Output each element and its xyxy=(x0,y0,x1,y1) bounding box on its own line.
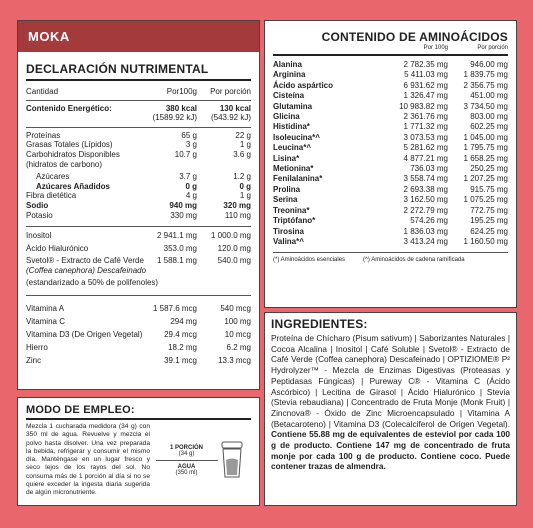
amino-row xyxy=(273,81,508,91)
table-row xyxy=(26,140,251,150)
table-cell: 0 g xyxy=(185,181,197,191)
table-cell: (1589.92 kJ) xyxy=(152,113,197,123)
table-cell: 6.2 mg xyxy=(226,343,251,353)
table-cell: Vitamina D3 (De Origen Vegetal) xyxy=(26,330,143,340)
table-cell: 3 g xyxy=(185,140,197,150)
table-cell: 602.25 mg xyxy=(470,122,508,132)
table-row xyxy=(26,191,251,201)
footnote-branched: (^) Aminoácidos de cadena ramificada xyxy=(363,257,465,264)
table-row xyxy=(26,354,251,367)
table-cell: Prolina xyxy=(273,184,301,194)
table-cell: (Coffea canephora) Descafeinado xyxy=(26,265,147,275)
table-cell: Sodio xyxy=(26,200,49,210)
amino-row xyxy=(273,164,508,174)
table-cell: 2 356.75 mg xyxy=(463,80,508,90)
energy-kj-row xyxy=(26,113,251,123)
table-row xyxy=(26,131,251,141)
amino-row xyxy=(273,102,508,112)
table-cell: 250.25 mg xyxy=(470,164,508,174)
amino-row xyxy=(273,174,508,184)
table-row xyxy=(26,244,251,254)
table-cell: (hidratos de carbono) xyxy=(26,159,103,169)
table-cell: Por porción xyxy=(477,45,508,51)
table-cell: Glicina xyxy=(273,112,300,122)
table-cell: 915.75 mg xyxy=(470,184,508,194)
table-cell: Isoleucina*^ xyxy=(273,132,320,142)
ingredients-panel xyxy=(264,312,517,506)
amino-row xyxy=(273,143,508,153)
table-cell: 10.7 g xyxy=(174,149,197,159)
table-cell: Por100g xyxy=(166,87,197,96)
table-cell: Glutamina xyxy=(273,101,313,111)
table-cell: (543.92 kJ) xyxy=(210,113,251,123)
amino-header xyxy=(273,44,508,52)
ingredients-notice: Contiene 55.88 mg de equivalentes de esteviol por cada 100 g de producto. Contiene 147 mg de concentrado de fruta monje por cada 100 g de producto. Contiene coco. Puede contener trazas de almendra. xyxy=(271,429,510,472)
table-cell: 3.6 g xyxy=(233,149,251,159)
table-cell: 540.0 mg xyxy=(217,256,251,266)
amino-title: CONTENIDO DE AMINOÁCIDOS xyxy=(321,30,508,44)
amino-row xyxy=(273,70,508,80)
table-cell: 940 mg xyxy=(169,200,197,210)
table-cell: 130 kcal xyxy=(219,103,251,113)
table-cell: 2 361.76 mg xyxy=(403,112,448,122)
table-cell: 110 mg xyxy=(224,210,251,220)
table-cell: Arginina xyxy=(273,70,306,80)
amino-row xyxy=(273,185,508,195)
table-cell: Fibra dietética xyxy=(26,191,77,201)
table-cell: 736.03 mg xyxy=(410,164,448,174)
table-row xyxy=(26,256,251,266)
table-cell: Por porción xyxy=(210,87,251,96)
table-cell: 3.7 g xyxy=(179,172,197,182)
table-cell: 803.00 mg xyxy=(470,112,508,122)
table-row xyxy=(26,315,251,328)
table-cell: Tirosina xyxy=(273,226,304,236)
table-cell: 946.00 mg xyxy=(470,60,508,69)
table-row xyxy=(26,341,251,354)
shaker-icon xyxy=(218,440,246,480)
table-row xyxy=(26,182,251,192)
nutrition-panel xyxy=(17,20,260,390)
table-cell: Contenido Energético: xyxy=(26,103,112,113)
table-cell: 1 000.0 mg xyxy=(210,231,251,241)
portion-label: 1 PORCIÓN xyxy=(169,444,203,451)
table-cell: 18.2 mg xyxy=(168,343,197,353)
table-cell: 772.75 mg xyxy=(470,205,508,215)
table-cell: Inositol xyxy=(26,231,52,241)
nutrition-header xyxy=(26,87,251,97)
table-cell: Alanina xyxy=(273,60,302,69)
table-cell: Valina*^ xyxy=(273,236,304,246)
table-cell: 1 839.75 mg xyxy=(463,70,508,80)
table-cell: Metionina* xyxy=(273,164,314,174)
table-cell: 3 073.53 mg xyxy=(403,132,448,142)
table-row xyxy=(26,266,251,276)
table-row xyxy=(26,328,251,341)
amino-row xyxy=(273,122,508,132)
table-cell: 1.2 g xyxy=(233,172,251,182)
amino-row xyxy=(273,112,508,122)
table-cell: 2 941.1 mg xyxy=(156,231,197,241)
table-cell: 320 mg xyxy=(223,200,251,210)
table-cell: 1 588.1 mg xyxy=(156,256,197,266)
nutrition-title: DECLARACIÓN NUTRIMENTAL xyxy=(26,62,209,76)
amino-panel xyxy=(264,20,517,308)
table-row xyxy=(26,172,251,182)
table-cell: 451.00 mg xyxy=(470,91,508,101)
table-row xyxy=(26,278,251,288)
table-cell: Zinc xyxy=(26,356,42,366)
amino-row xyxy=(273,133,508,143)
table-cell: 3 558.74 mg xyxy=(403,174,448,184)
amino-row xyxy=(273,227,508,237)
table-cell: 1 045.00 mg xyxy=(463,132,508,142)
table-cell: 6 931.62 mg xyxy=(403,80,448,90)
table-cell xyxy=(145,160,197,170)
table-cell: Azúcares Añadidos xyxy=(36,181,110,191)
table-cell: 1 587.6 mcg xyxy=(152,304,197,314)
water-label: AGUA xyxy=(177,463,196,470)
usage-panel xyxy=(17,397,260,506)
table-cell: 1 g xyxy=(239,191,251,201)
table-row xyxy=(26,231,251,241)
table-cell: 10 983.82 mg xyxy=(399,101,448,111)
usage-text: Mezcla 1 cucharada medidora (34 g) con 350 ml de agua. Revuelve y mezcla el polvo hasta disolver. Una vez preparada la bebida, refrigerar y consumir el mismo día. Manténgase en un lugar fresco y seco lejos de los rayos del sol. No consuma más de 1 porción al día si no se quiere exceder la ingesta diaria sugerida de algún micronutriente. xyxy=(26,423,150,497)
usage-title: MODO DE EMPLEO: xyxy=(26,404,135,416)
amino-row xyxy=(273,206,508,216)
table-cell: Fenilalanina* xyxy=(273,174,323,184)
table-cell: Serina xyxy=(273,195,298,205)
table-cell: Hierro xyxy=(26,343,48,353)
table-cell: Triptófano* xyxy=(273,216,316,226)
table-cell: 39.1 mcg xyxy=(164,356,197,366)
table-cell: 624.25 mg xyxy=(470,226,508,236)
table-cell xyxy=(197,160,251,170)
table-cell: Potasio xyxy=(26,210,53,220)
table-cell: Ácido Hialurónico xyxy=(26,243,89,253)
table-cell: 294 mg xyxy=(170,317,197,327)
table-cell: 100 mg xyxy=(224,317,251,327)
amino-row xyxy=(273,91,508,101)
table-cell: 2 782.35 mg xyxy=(403,60,448,69)
table-row xyxy=(26,201,251,211)
table-cell: 1 160.50 mg xyxy=(463,236,508,246)
table-cell: Treonina* xyxy=(273,205,310,215)
table-cell: Svetol® - Extracto de Café Verde xyxy=(26,256,144,266)
table-row xyxy=(26,211,251,221)
ingredients-title: INGREDIENTES: xyxy=(271,317,368,331)
table-cell: 3 162.50 mg xyxy=(403,195,448,205)
table-cell: 1 658.25 mg xyxy=(463,153,508,163)
table-cell: Carbohidratos Disponibles xyxy=(26,149,120,159)
table-cell: 1 795.75 mg xyxy=(463,143,508,153)
table-cell: Cantidad xyxy=(26,87,59,96)
table-cell: 380 kcal xyxy=(165,103,197,113)
table-cell: 2 693.38 mg xyxy=(403,184,448,194)
table-row xyxy=(26,150,251,160)
table-cell: 65 g xyxy=(181,130,197,140)
table-cell: Por 100g xyxy=(423,45,448,51)
table-cell: 120.0 mg xyxy=(217,243,251,253)
table-cell: 5 281.62 mg xyxy=(403,143,448,153)
water-amount: (350 ml) xyxy=(175,469,198,476)
energy-row xyxy=(26,104,251,114)
footnote-essential: (*) Aminoácidos esenciales xyxy=(273,257,346,264)
brand-title: MOKA xyxy=(18,21,259,52)
table-cell: 1 771.32 mg xyxy=(403,122,448,132)
table-cell: Histidina* xyxy=(273,122,310,132)
ingredients-text: Proteína de Chícharo (Pisum sativum) | Saborizantes Naturales | Cocoa Alcalina | Inositol | Café Soluble | Svetol® - Extracto de Café Verde (Coffea canephora) Descafeinado | OPTIZIOME® P² Hydrolyzer™ - Mezcla de Enzimas Digestivas (Proteasas y Peptidasas Fúngicas) | Pureway C® - Vitamina C (Ácido Ascórbico) | Lecitina de Girasol | Ácido Hialurónico | Stevia (Stevia rebaudiana) | Concentrado de Fruta Monje (Monk Fruit) | Zincnova® - Óxido de Zinc Microencapsulado | Vitamina A (Betacaroteno) | Vitamina D3 (Colecalciferol de Origen Vegetal). xyxy=(271,333,510,429)
table-cell: Cisteína xyxy=(273,91,305,101)
table-cell: 540 mcg xyxy=(220,304,251,314)
table-cell: 4 877.21 mg xyxy=(403,153,448,163)
table-cell: 22 g xyxy=(235,130,251,140)
table-cell: 4 g xyxy=(185,191,197,201)
table-cell: Proteínas xyxy=(26,130,61,140)
table-cell: 0 g xyxy=(239,181,251,191)
amino-row xyxy=(273,60,508,70)
table-cell: Azúcares xyxy=(36,172,70,182)
table-cell: 3 734.50 mg xyxy=(463,101,508,111)
table-row xyxy=(26,302,251,315)
table-cell: 10 mcg xyxy=(224,330,251,340)
table-cell: 330 mg xyxy=(170,210,197,220)
table-cell: 3 413.24 mg xyxy=(403,236,448,246)
portion-amount: (34 g) xyxy=(178,450,195,457)
table-row xyxy=(26,160,251,170)
table-cell: 353.0 mg xyxy=(163,243,197,253)
amino-row xyxy=(273,154,508,164)
table-cell: 29.4 mcg xyxy=(164,330,197,340)
table-cell: 5 411.03 mg xyxy=(404,70,448,80)
amino-row xyxy=(273,237,508,247)
table-cell: 13.3 mcg xyxy=(218,356,251,366)
table-cell: Ácido aspártico xyxy=(273,80,334,90)
table-cell: 1 075.25 mg xyxy=(463,195,508,205)
table-cell: 1 207.25 mg xyxy=(463,174,508,184)
table-cell: (estandarizado a 50% de polifenoles) xyxy=(26,277,159,287)
table-cell: 1 836.03 mg xyxy=(403,226,448,236)
table-cell: 195.25 mg xyxy=(470,216,508,226)
table-cell: 2 272.79 mg xyxy=(403,205,448,215)
table-cell: 1 326.47 mg xyxy=(403,91,448,101)
table-cell: 574.26 mg xyxy=(410,216,448,226)
amino-row xyxy=(273,216,508,226)
table-cell: Vitamina A xyxy=(26,304,65,314)
table-cell: Vitamina C xyxy=(26,317,65,327)
table-cell: Lisina* xyxy=(273,153,300,163)
table-cell: Grasas Totales (Lípidos) xyxy=(26,140,113,150)
table-cell: Leucina*^ xyxy=(273,143,312,153)
table-cell: 1 g xyxy=(239,140,251,150)
amino-row xyxy=(273,195,508,205)
